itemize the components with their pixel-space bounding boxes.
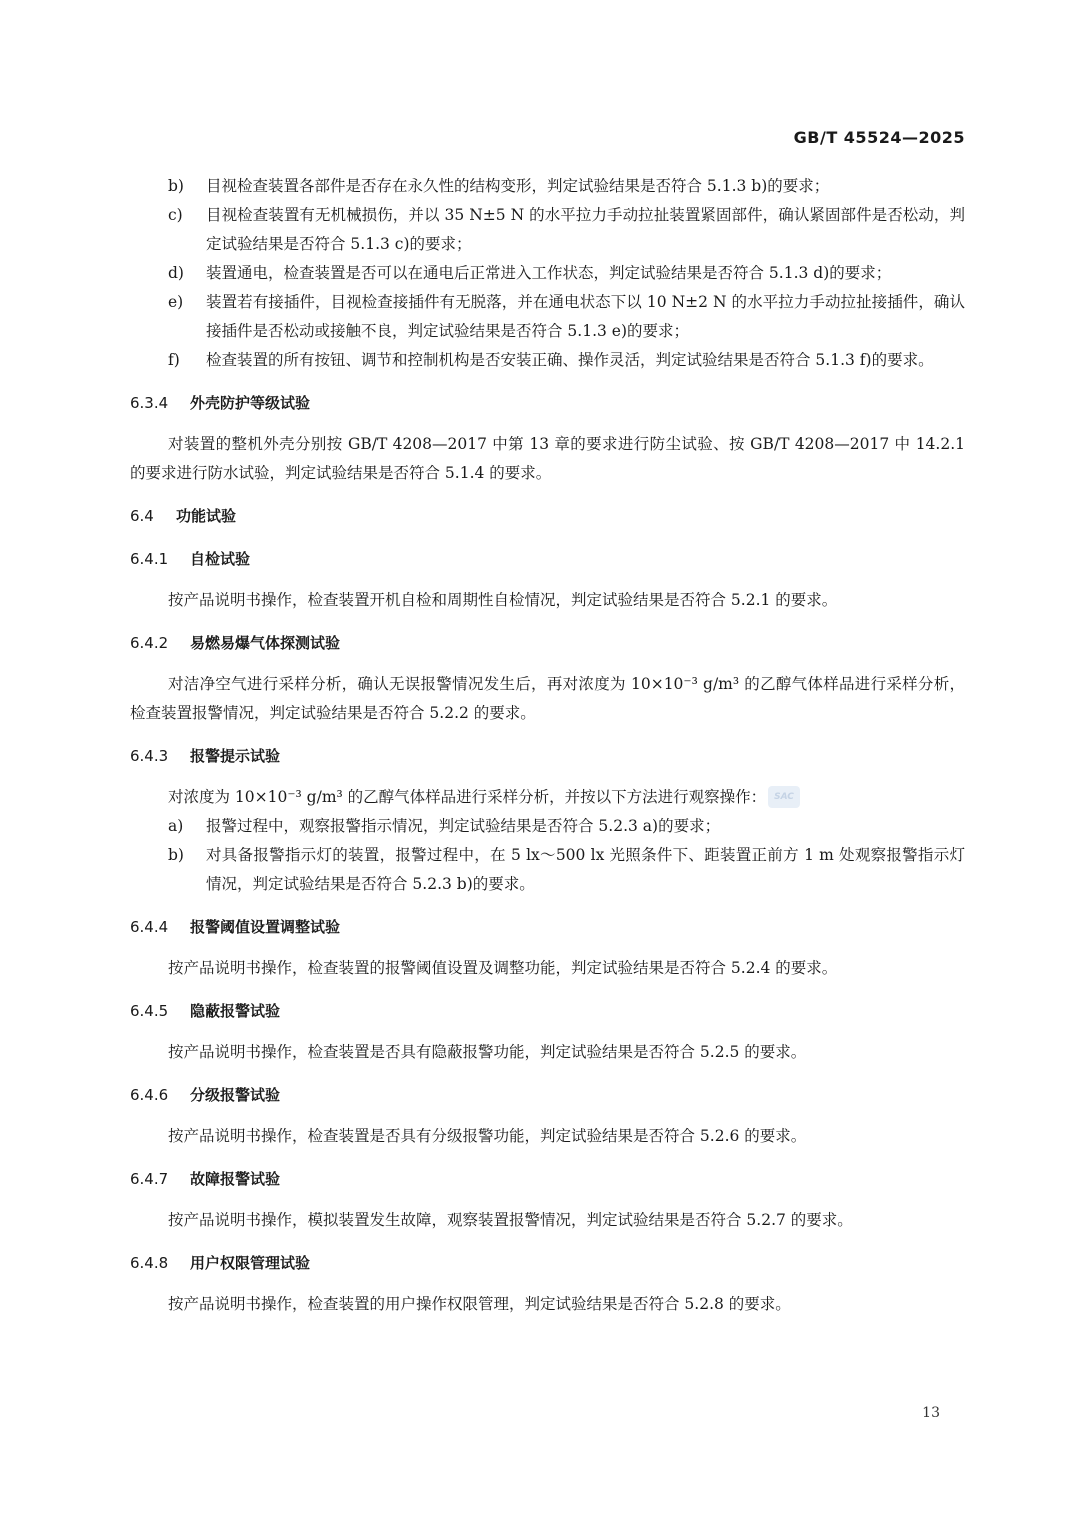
section-paragraph: 按产品说明书操作，检查装置的用户操作权限管理，判定试验结果是否符合 5.2.8 的要求。 bbox=[168, 1295, 791, 1313]
section-number: 6.4 bbox=[130, 507, 154, 525]
section-number: 6.4.8 bbox=[130, 1254, 169, 1272]
page-number: 13 bbox=[922, 1405, 940, 1421]
section-heading-6-4-2 bbox=[130, 629, 965, 658]
list-text: 对具备报警指示灯的装置，报警过程中，在 5 lx～500 lx 光照条件下、距装置正前方 1 m 处观察报警指示灯情况，判定试验结果是否符合 5.2.3 b)的要求。 bbox=[206, 846, 965, 893]
list-item bbox=[130, 288, 965, 346]
list-clause-513 bbox=[130, 172, 965, 375]
section-heading-6-4-3 bbox=[130, 742, 965, 771]
list-text: 检查装置的所有按钮、调节和控制机构是否安装正确、操作灵活，判定试验结果是否符合 5.1.3 f)的要求。 bbox=[206, 351, 934, 369]
section-title: 自检试验 bbox=[190, 550, 251, 568]
list-label: a) bbox=[168, 817, 184, 835]
list-label: b) bbox=[168, 177, 184, 195]
list-label: c) bbox=[168, 206, 183, 224]
section-heading-6-4 bbox=[130, 502, 965, 531]
section-title: 报警阈值设置调整试验 bbox=[190, 918, 341, 936]
section-title: 外壳防护等级试验 bbox=[190, 394, 311, 412]
section-paragraph: 按产品说明书操作，检查装置是否具有隐蔽报警功能，判定试验结果是否符合 5.2.5 的要求。 bbox=[168, 1043, 807, 1061]
section-heading-6-4-5 bbox=[130, 997, 965, 1026]
section-paragraph: 对浓度为 10×10⁻³ g/m³ 的乙醇气体样品进行采样分析，并按以下方法进行观察操作： bbox=[168, 788, 767, 806]
list-item bbox=[130, 201, 965, 259]
list-label: e) bbox=[168, 293, 184, 311]
section-title: 分级报警试验 bbox=[190, 1086, 281, 1104]
section-title: 故障报警试验 bbox=[190, 1170, 281, 1188]
list-clause-643 bbox=[130, 812, 965, 899]
section-number: 6.4.2 bbox=[130, 634, 169, 652]
section-heading-6-4-8 bbox=[130, 1249, 965, 1278]
section-number: 6.4.4 bbox=[130, 918, 169, 936]
section-paragraph: 按产品说明书操作，检查装置是否具有分级报警功能，判定试验结果是否符合 5.2.6 的要求。 bbox=[168, 1127, 807, 1145]
section-number: 6.4.7 bbox=[130, 1170, 169, 1188]
section-heading-6-4-6 bbox=[130, 1081, 965, 1110]
list-text: 装置若有接插件，目视检查接插件有无脱落，并在通电状态下以 10 N±2 N 的水平拉力手动拉扯接插件，确认接插件是否松动或接触不良，判定试验结果是否符合 5.1.3 e)的要求； bbox=[206, 293, 965, 340]
list-text: 目视检查装置各部件是否存在永久性的结构变形，判定试验结果是否符合 5.1.3 b)的要求； bbox=[206, 177, 830, 195]
list-item bbox=[130, 259, 965, 288]
list-item bbox=[130, 172, 965, 201]
section-title: 功能试验 bbox=[176, 507, 237, 525]
section-paragraph: 对洁净空气进行采样分析，确认无误报警情况发生后，再对浓度为 10×10⁻³ g/m³ 的乙醇气体样品进行采样分析，检查装置报警情况，判定试验结果是否符合 5.2.2 的要求。 bbox=[130, 675, 965, 722]
section-title: 易燃易爆气体探测试验 bbox=[190, 634, 341, 652]
section-heading-6-3-4 bbox=[130, 389, 965, 418]
section-heading-6-4-4 bbox=[130, 913, 965, 942]
section-heading-6-4-7 bbox=[130, 1165, 965, 1194]
section-paragraph: 按产品说明书操作，检查装置的报警阈值设置及调整功能，判定试验结果是否符合 5.2.4 的要求。 bbox=[168, 959, 838, 977]
section-title: 隐蔽报警试验 bbox=[190, 1002, 281, 1020]
section-paragraph: 对装置的整机外壳分别按 GB/T 4208—2017 中第 13 章的要求进行防尘试验、按 GB/T 4208—2017 中 14.2.1 的要求进行防水试验，判定试验结果是否符合 5.1.4 的要求。 bbox=[130, 435, 965, 482]
section-paragraph: 按产品说明书操作，模拟装置发生故障，观察装置报警情况，判定试验结果是否符合 5.2.7 的要求。 bbox=[168, 1211, 853, 1229]
document-id: GB/T 45524—2025 bbox=[793, 128, 965, 147]
list-item bbox=[130, 346, 965, 375]
page-body bbox=[130, 172, 965, 1323]
section-number: 6.4.1 bbox=[130, 550, 169, 568]
list-text: 报警过程中，观察报警指示情况，判定试验结果是否符合 5.2.3 a)的要求； bbox=[206, 817, 721, 835]
section-title: 报警提示试验 bbox=[190, 747, 281, 765]
list-item bbox=[130, 841, 965, 899]
sac-watermark-logo: SAC bbox=[768, 786, 800, 808]
section-number: 6.3.4 bbox=[130, 394, 169, 412]
list-label: f) bbox=[168, 351, 180, 369]
section-number: 6.4.5 bbox=[130, 1002, 169, 1020]
section-heading-6-4-1 bbox=[130, 545, 965, 574]
section-number: 6.4.3 bbox=[130, 747, 169, 765]
section-number: 6.4.6 bbox=[130, 1086, 169, 1104]
list-item bbox=[130, 812, 965, 841]
section-paragraph: 按产品说明书操作，检查装置开机自检和周期性自检情况，判定试验结果是否符合 5.2.1 的要求。 bbox=[168, 591, 838, 609]
list-text: 目视检查装置有无机械损伤，并以 35 N±5 N 的水平拉力手动拉扯装置紧固部件，确认紧固部件是否松动，判定试验结果是否符合 5.1.3 c)的要求； bbox=[206, 206, 965, 253]
list-label: b) bbox=[168, 846, 184, 864]
section-title: 用户权限管理试验 bbox=[190, 1254, 311, 1272]
list-label: d) bbox=[168, 264, 184, 282]
list-text: 装置通电，检查装置是否可以在通电后正常进入工作状态，判定试验结果是否符合 5.1.3 d)的要求； bbox=[206, 264, 892, 282]
